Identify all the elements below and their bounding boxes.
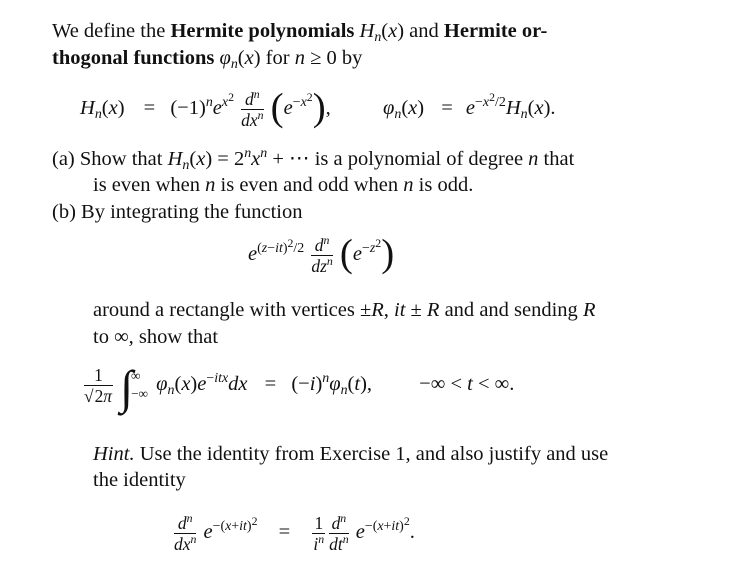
- intro-line-2: thogonal functions $\varphi_n(x)$ for n ≥ 0 by: [52, 47, 363, 73]
- part-b-function: $e^{(z-it)^2/2}$ $\frac{d^n}{dz^n}$ $(e^{-z^2})$: [248, 231, 395, 276]
- hint-line-2: the identity: [93, 469, 186, 491]
- definition-equation: $H_n(x) = (-1)^ne^{x^2}$ $\frac{d^n}{dx^n}$ $(e^{-x^2})$, $\varphi_n(x) = e^{-x^2/2}H_n(x)$.: [80, 85, 556, 130]
- part-b-line-2: around a rectangle with vertices ±R, it ± R and and sending R: [93, 299, 596, 321]
- part-b-line-1: (b) By integrating the function: [52, 201, 303, 223]
- part-a-line-2: is even when n is even and odd when n is odd.: [93, 174, 474, 196]
- part-b-line-3: to ∞, show that: [93, 326, 219, 348]
- part-a-line-1: (a) Show that $H_n(x) = 2^nx^n$ + ⋯ is a polynomial of degree n that: [52, 146, 575, 174]
- hint-line-1: Hint. Use the identity from Exercise 1, and also justify and use: [93, 443, 609, 465]
- identity-equation: $\frac{d^n}{dx^n}$ $e^{-(x+it)^2}$ = $\frac{1}{i^n}$ $\frac{d^n}{dt^n}$ $e^{-(x+it)^2}$.: [174, 511, 415, 554]
- intro-line-1: We define the Hermite polynomials $H_n(x)$ and Hermite or-: [52, 20, 548, 46]
- fourier-equation: $\frac{1}{√2\pi}$ ∫ ∞ −∞ $\varphi_n(x)e^{-itx}dx = (-i)^n\varphi_n(t)$, −∞ < t < ∞.: [84, 361, 515, 414]
